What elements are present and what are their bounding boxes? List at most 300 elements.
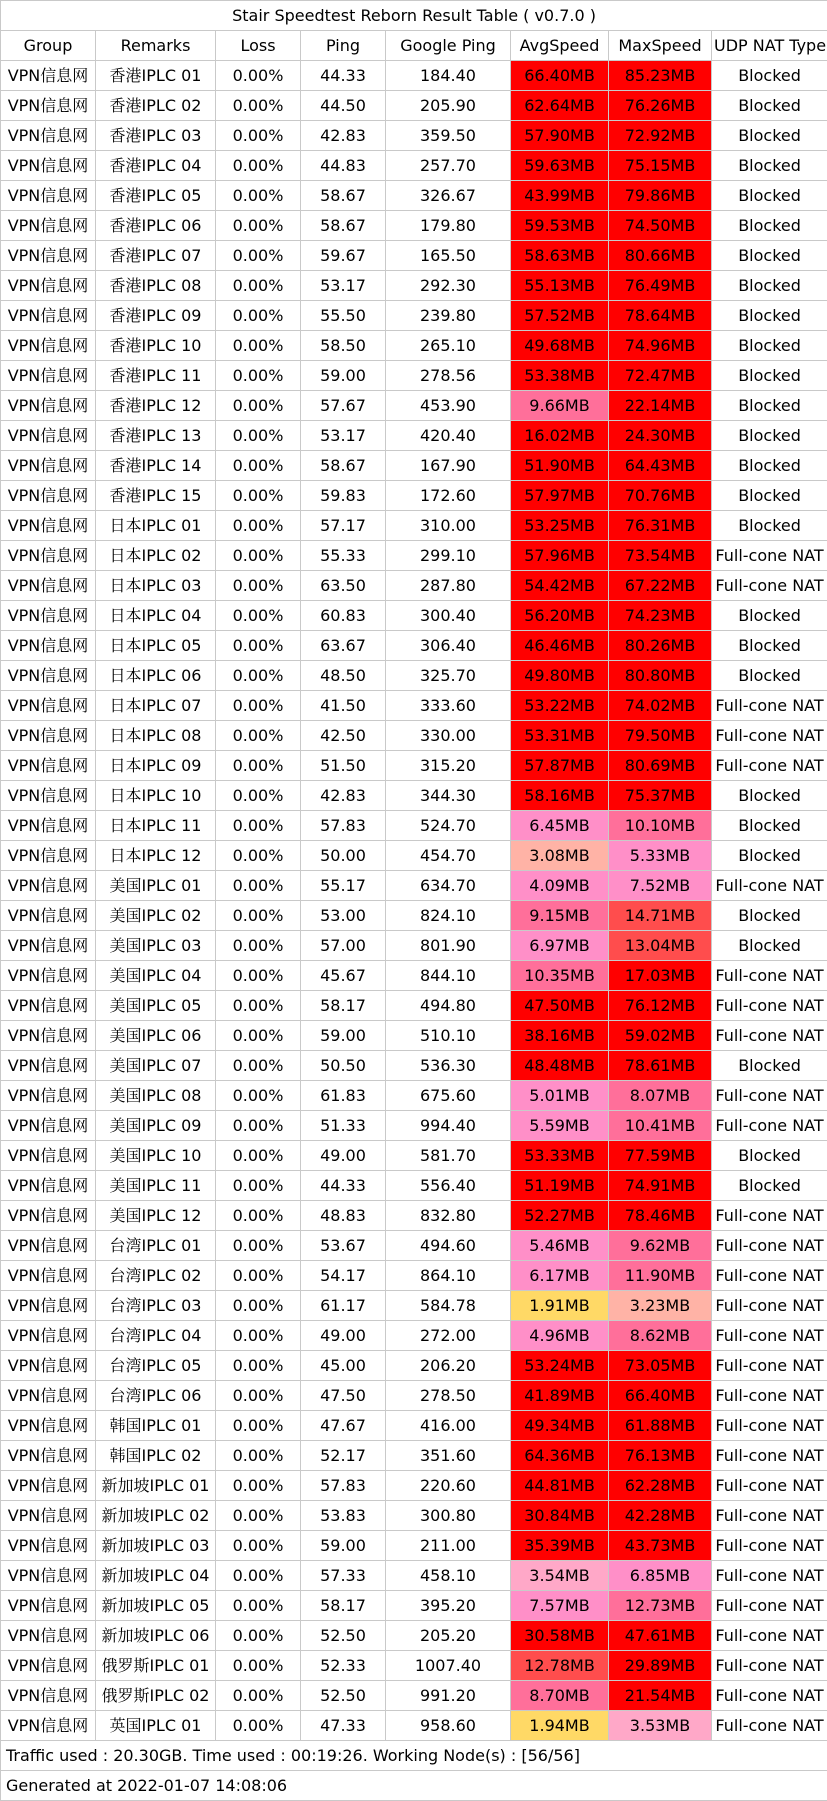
cell-group: VPN信息网: [1, 901, 96, 931]
cell-max-speed: 77.59MB: [609, 1141, 712, 1171]
cell-max-speed: 79.50MB: [609, 721, 712, 751]
table-row: [1, 601, 827, 631]
cell-avg-speed: 57.90MB: [511, 121, 609, 151]
cell-google-ping: 278.56: [386, 361, 511, 391]
cell-google-ping: 864.10: [386, 1261, 511, 1291]
cell-max-speed: 61.88MB: [609, 1411, 712, 1441]
cell-max-speed: 75.15MB: [609, 151, 712, 181]
cell-loss: 0.00%: [216, 1141, 301, 1171]
table-row: [1, 841, 827, 871]
cell-avg-speed: 53.22MB: [511, 691, 609, 721]
cell-google-ping: 257.70: [386, 151, 511, 181]
cell-avg-speed: 49.34MB: [511, 1411, 609, 1441]
table-row: [1, 241, 827, 271]
cell-udp-nat-type: Full-cone NAT: [712, 1561, 827, 1591]
cell-group: VPN信息网: [1, 1321, 96, 1351]
cell-remarks: 美国IPLC 07: [96, 1051, 216, 1081]
cell-google-ping: 524.70: [386, 811, 511, 841]
cell-group: VPN信息网: [1, 241, 96, 271]
cell-ping: 45.67: [301, 961, 386, 991]
cell-group: VPN信息网: [1, 1531, 96, 1561]
cell-group: VPN信息网: [1, 421, 96, 451]
cell-remarks: 香港IPLC 09: [96, 301, 216, 331]
footer-traffic: Traffic used : 20.30GB. Time used : 00:19:26. Working Node(s) : [56/56]: [1, 1741, 827, 1771]
table-row: [1, 91, 827, 121]
cell-remarks: 日本IPLC 06: [96, 661, 216, 691]
table-row: [1, 1021, 827, 1051]
cell-loss: 0.00%: [216, 1591, 301, 1621]
cell-udp-nat-type: Blocked: [712, 331, 827, 361]
table-row: [1, 1561, 827, 1591]
cell-group: VPN信息网: [1, 1141, 96, 1171]
cell-max-speed: 72.92MB: [609, 121, 712, 151]
cell-avg-speed: 53.24MB: [511, 1351, 609, 1381]
cell-max-speed: 10.10MB: [609, 811, 712, 841]
cell-ping: 44.33: [301, 1171, 386, 1201]
cell-udp-nat-type: Full-cone NAT: [712, 1111, 827, 1141]
cell-max-speed: 74.50MB: [609, 211, 712, 241]
cell-remarks: 日本IPLC 01: [96, 511, 216, 541]
cell-ping: 42.83: [301, 121, 386, 151]
cell-udp-nat-type: Full-cone NAT: [712, 1711, 827, 1741]
cell-google-ping: 556.40: [386, 1171, 511, 1201]
cell-ping: 59.00: [301, 1021, 386, 1051]
cell-avg-speed: 49.80MB: [511, 661, 609, 691]
cell-google-ping: 1007.40: [386, 1651, 511, 1681]
cell-udp-nat-type: Full-cone NAT: [712, 1681, 827, 1711]
cell-group: VPN信息网: [1, 1111, 96, 1141]
cell-max-speed: 21.54MB: [609, 1681, 712, 1711]
cell-google-ping: 453.90: [386, 391, 511, 421]
table-row: [1, 301, 827, 331]
cell-avg-speed: 56.20MB: [511, 601, 609, 631]
cell-remarks: 新加坡IPLC 06: [96, 1621, 216, 1651]
cell-udp-nat-type: Blocked: [712, 451, 827, 481]
cell-remarks: 新加坡IPLC 04: [96, 1561, 216, 1591]
cell-group: VPN信息网: [1, 601, 96, 631]
cell-google-ping: 167.90: [386, 451, 511, 481]
cell-avg-speed: 16.02MB: [511, 421, 609, 451]
cell-loss: 0.00%: [216, 361, 301, 391]
cell-max-speed: 14.71MB: [609, 901, 712, 931]
cell-udp-nat-type: Blocked: [712, 601, 827, 631]
cell-avg-speed: 44.81MB: [511, 1471, 609, 1501]
table-row: [1, 1051, 827, 1081]
cell-google-ping: 458.10: [386, 1561, 511, 1591]
table-row: [1, 511, 827, 541]
cell-google-ping: 310.00: [386, 511, 511, 541]
cell-max-speed: 24.30MB: [609, 421, 712, 451]
cell-google-ping: 991.20: [386, 1681, 511, 1711]
cell-max-speed: 78.46MB: [609, 1201, 712, 1231]
cell-remarks: 美国IPLC 09: [96, 1111, 216, 1141]
cell-ping: 60.83: [301, 601, 386, 631]
cell-loss: 0.00%: [216, 1201, 301, 1231]
cell-udp-nat-type: Blocked: [712, 421, 827, 451]
cell-remarks: 美国IPLC 08: [96, 1081, 216, 1111]
cell-google-ping: 330.00: [386, 721, 511, 751]
cell-group: VPN信息网: [1, 151, 96, 181]
cell-ping: 44.83: [301, 151, 386, 181]
cell-avg-speed: 57.96MB: [511, 541, 609, 571]
cell-google-ping: 416.00: [386, 1411, 511, 1441]
cell-remarks: 香港IPLC 14: [96, 451, 216, 481]
table-row: [1, 721, 827, 751]
cell-ping: 48.83: [301, 1201, 386, 1231]
cell-udp-nat-type: Full-cone NAT: [712, 721, 827, 751]
cell-loss: 0.00%: [216, 151, 301, 181]
cell-remarks: 香港IPLC 15: [96, 481, 216, 511]
cell-max-speed: 13.04MB: [609, 931, 712, 961]
cell-avg-speed: 51.19MB: [511, 1171, 609, 1201]
cell-max-speed: 76.12MB: [609, 991, 712, 1021]
cell-loss: 0.00%: [216, 1111, 301, 1141]
cell-remarks: 香港IPLC 01: [96, 61, 216, 91]
cell-loss: 0.00%: [216, 1561, 301, 1591]
cell-ping: 42.83: [301, 781, 386, 811]
cell-avg-speed: 6.97MB: [511, 931, 609, 961]
cell-remarks: 香港IPLC 04: [96, 151, 216, 181]
cell-max-speed: 11.90MB: [609, 1261, 712, 1291]
cell-avg-speed: 64.36MB: [511, 1441, 609, 1471]
table-row: [1, 451, 827, 481]
cell-remarks: 新加坡IPLC 03: [96, 1531, 216, 1561]
cell-max-speed: 72.47MB: [609, 361, 712, 391]
cell-ping: 52.50: [301, 1621, 386, 1651]
table-row: [1, 391, 827, 421]
cell-ping: 59.00: [301, 361, 386, 391]
table-row: [1, 481, 827, 511]
cell-google-ping: 220.60: [386, 1471, 511, 1501]
cell-google-ping: 994.40: [386, 1111, 511, 1141]
cell-group: VPN信息网: [1, 1021, 96, 1051]
table-row: [1, 1291, 827, 1321]
cell-remarks: 美国IPLC 03: [96, 931, 216, 961]
cell-udp-nat-type: Blocked: [712, 631, 827, 661]
cell-avg-speed: 53.38MB: [511, 361, 609, 391]
table-row: [1, 1351, 827, 1381]
cell-google-ping: 265.10: [386, 331, 511, 361]
cell-ping: 61.83: [301, 1081, 386, 1111]
cell-ping: 59.00: [301, 1531, 386, 1561]
cell-ping: 59.83: [301, 481, 386, 511]
cell-loss: 0.00%: [216, 241, 301, 271]
cell-udp-nat-type: Blocked: [712, 91, 827, 121]
table-row: [1, 361, 827, 391]
cell-group: VPN信息网: [1, 1261, 96, 1291]
cell-max-speed: 59.02MB: [609, 1021, 712, 1051]
cell-google-ping: 184.40: [386, 61, 511, 91]
cell-ping: 53.67: [301, 1231, 386, 1261]
cell-max-speed: 75.37MB: [609, 781, 712, 811]
cell-avg-speed: 53.31MB: [511, 721, 609, 751]
cell-udp-nat-type: Full-cone NAT: [712, 1201, 827, 1231]
cell-remarks: 日本IPLC 09: [96, 751, 216, 781]
cell-loss: 0.00%: [216, 1321, 301, 1351]
cell-avg-speed: 38.16MB: [511, 1021, 609, 1051]
table-row: [1, 181, 827, 211]
table-row: [1, 211, 827, 241]
cell-avg-speed: 8.70MB: [511, 1681, 609, 1711]
table-row: [1, 541, 827, 571]
cell-remarks: 美国IPLC 05: [96, 991, 216, 1021]
cell-max-speed: 62.28MB: [609, 1471, 712, 1501]
cell-loss: 0.00%: [216, 511, 301, 541]
cell-group: VPN信息网: [1, 121, 96, 151]
cell-remarks: 新加坡IPLC 05: [96, 1591, 216, 1621]
cell-max-speed: 76.13MB: [609, 1441, 712, 1471]
cell-max-speed: 47.61MB: [609, 1621, 712, 1651]
cell-google-ping: 292.30: [386, 271, 511, 301]
cell-google-ping: 584.78: [386, 1291, 511, 1321]
cell-google-ping: 206.20: [386, 1351, 511, 1381]
cell-remarks: 新加坡IPLC 02: [96, 1501, 216, 1531]
cell-udp-nat-type: Full-cone NAT: [712, 571, 827, 601]
cell-ping: 55.17: [301, 871, 386, 901]
cell-max-speed: 70.76MB: [609, 481, 712, 511]
cell-ping: 42.50: [301, 721, 386, 751]
cell-loss: 0.00%: [216, 1441, 301, 1471]
table-row: [1, 961, 827, 991]
cell-remarks: 台湾IPLC 01: [96, 1231, 216, 1261]
cell-remarks: 日本IPLC 04: [96, 601, 216, 631]
cell-google-ping: 205.90: [386, 91, 511, 121]
cell-group: VPN信息网: [1, 1441, 96, 1471]
cell-udp-nat-type: Blocked: [712, 361, 827, 391]
cell-google-ping: 179.80: [386, 211, 511, 241]
table-row: [1, 691, 827, 721]
cell-udp-nat-type: Blocked: [712, 1171, 827, 1201]
cell-udp-nat-type: Full-cone NAT: [712, 1291, 827, 1321]
cell-group: VPN信息网: [1, 961, 96, 991]
cell-avg-speed: 53.25MB: [511, 511, 609, 541]
cell-google-ping: 165.50: [386, 241, 511, 271]
header-avg-speed: AvgSpeed: [511, 31, 609, 61]
cell-loss: 0.00%: [216, 1471, 301, 1501]
cell-google-ping: 326.67: [386, 181, 511, 211]
cell-google-ping: 272.00: [386, 1321, 511, 1351]
table-row: [1, 1231, 827, 1261]
cell-loss: 0.00%: [216, 1081, 301, 1111]
cell-max-speed: 73.54MB: [609, 541, 712, 571]
cell-google-ping: 581.70: [386, 1141, 511, 1171]
cell-group: VPN信息网: [1, 721, 96, 751]
cell-remarks: 香港IPLC 03: [96, 121, 216, 151]
cell-loss: 0.00%: [216, 901, 301, 931]
cell-remarks: 新加坡IPLC 01: [96, 1471, 216, 1501]
cell-avg-speed: 30.84MB: [511, 1501, 609, 1531]
table-row: [1, 271, 827, 301]
footer-generated: Generated at 2022-01-07 14:08:06: [1, 1771, 827, 1801]
cell-max-speed: 74.96MB: [609, 331, 712, 361]
cell-max-speed: 85.23MB: [609, 61, 712, 91]
cell-group: VPN信息网: [1, 751, 96, 781]
cell-max-speed: 74.91MB: [609, 1171, 712, 1201]
cell-remarks: 俄罗斯IPLC 01: [96, 1651, 216, 1681]
cell-avg-speed: 62.64MB: [511, 91, 609, 121]
cell-loss: 0.00%: [216, 1261, 301, 1291]
cell-max-speed: 78.61MB: [609, 1051, 712, 1081]
cell-avg-speed: 59.53MB: [511, 211, 609, 241]
cell-max-speed: 64.43MB: [609, 451, 712, 481]
cell-ping: 51.33: [301, 1111, 386, 1141]
cell-loss: 0.00%: [216, 1651, 301, 1681]
cell-avg-speed: 46.46MB: [511, 631, 609, 661]
cell-google-ping: 239.80: [386, 301, 511, 331]
cell-loss: 0.00%: [216, 541, 301, 571]
cell-avg-speed: 3.54MB: [511, 1561, 609, 1591]
cell-remarks: 英国IPLC 01: [96, 1711, 216, 1741]
cell-remarks: 美国IPLC 06: [96, 1021, 216, 1051]
cell-max-speed: 74.23MB: [609, 601, 712, 631]
cell-google-ping: 300.80: [386, 1501, 511, 1531]
cell-group: VPN信息网: [1, 1591, 96, 1621]
cell-remarks: 日本IPLC 03: [96, 571, 216, 601]
cell-remarks: 香港IPLC 07: [96, 241, 216, 271]
cell-group: VPN信息网: [1, 181, 96, 211]
cell-max-speed: 9.62MB: [609, 1231, 712, 1261]
cell-udp-nat-type: Full-cone NAT: [712, 991, 827, 1021]
cell-group: VPN信息网: [1, 571, 96, 601]
table-row: [1, 1681, 827, 1711]
cell-avg-speed: 5.59MB: [511, 1111, 609, 1141]
cell-avg-speed: 57.52MB: [511, 301, 609, 331]
cell-loss: 0.00%: [216, 271, 301, 301]
cell-loss: 0.00%: [216, 721, 301, 751]
cell-google-ping: 958.60: [386, 1711, 511, 1741]
cell-remarks: 台湾IPLC 03: [96, 1291, 216, 1321]
cell-google-ping: 536.30: [386, 1051, 511, 1081]
cell-max-speed: 42.28MB: [609, 1501, 712, 1531]
cell-remarks: 日本IPLC 11: [96, 811, 216, 841]
cell-avg-speed: 58.63MB: [511, 241, 609, 271]
cell-udp-nat-type: Blocked: [712, 121, 827, 151]
cell-ping: 53.17: [301, 271, 386, 301]
cell-group: VPN信息网: [1, 1501, 96, 1531]
cell-remarks: 韩国IPLC 02: [96, 1441, 216, 1471]
cell-group: VPN信息网: [1, 1381, 96, 1411]
cell-ping: 53.83: [301, 1501, 386, 1531]
cell-remarks: 日本IPLC 05: [96, 631, 216, 661]
cell-loss: 0.00%: [216, 1171, 301, 1201]
cell-ping: 58.67: [301, 181, 386, 211]
cell-udp-nat-type: Blocked: [712, 241, 827, 271]
table-row: [1, 1441, 827, 1471]
cell-ping: 55.50: [301, 301, 386, 331]
cell-group: VPN信息网: [1, 631, 96, 661]
cell-google-ping: 344.30: [386, 781, 511, 811]
cell-google-ping: 801.90: [386, 931, 511, 961]
cell-udp-nat-type: Full-cone NAT: [712, 1231, 827, 1261]
cell-google-ping: 300.40: [386, 601, 511, 631]
cell-google-ping: 494.80: [386, 991, 511, 1021]
cell-loss: 0.00%: [216, 121, 301, 151]
cell-udp-nat-type: Blocked: [712, 151, 827, 181]
table-row: [1, 1531, 827, 1561]
cell-max-speed: 10.41MB: [609, 1111, 712, 1141]
cell-udp-nat-type: Blocked: [712, 1051, 827, 1081]
cell-avg-speed: 66.40MB: [511, 61, 609, 91]
cell-loss: 0.00%: [216, 841, 301, 871]
cell-max-speed: 6.85MB: [609, 1561, 712, 1591]
cell-loss: 0.00%: [216, 781, 301, 811]
cell-loss: 0.00%: [216, 691, 301, 721]
cell-max-speed: 67.22MB: [609, 571, 712, 601]
cell-remarks: 日本IPLC 10: [96, 781, 216, 811]
cell-avg-speed: 51.90MB: [511, 451, 609, 481]
cell-group: VPN信息网: [1, 541, 96, 571]
cell-udp-nat-type: Blocked: [712, 271, 827, 301]
cell-google-ping: 205.20: [386, 1621, 511, 1651]
cell-loss: 0.00%: [216, 481, 301, 511]
cell-loss: 0.00%: [216, 1051, 301, 1081]
cell-avg-speed: 9.66MB: [511, 391, 609, 421]
cell-remarks: 台湾IPLC 02: [96, 1261, 216, 1291]
cell-remarks: 香港IPLC 12: [96, 391, 216, 421]
table-row: [1, 151, 827, 181]
cell-group: VPN信息网: [1, 1351, 96, 1381]
cell-loss: 0.00%: [216, 871, 301, 901]
table-row: [1, 1651, 827, 1681]
cell-remarks: 香港IPLC 11: [96, 361, 216, 391]
cell-avg-speed: 6.17MB: [511, 1261, 609, 1291]
cell-google-ping: 306.40: [386, 631, 511, 661]
cell-udp-nat-type: Full-cone NAT: [712, 1531, 827, 1561]
cell-loss: 0.00%: [216, 751, 301, 781]
cell-ping: 61.17: [301, 1291, 386, 1321]
cell-ping: 49.00: [301, 1321, 386, 1351]
cell-udp-nat-type: Blocked: [712, 931, 827, 961]
cell-google-ping: 634.70: [386, 871, 511, 901]
cell-ping: 41.50: [301, 691, 386, 721]
table-row: [1, 1621, 827, 1651]
cell-remarks: 香港IPLC 02: [96, 91, 216, 121]
cell-max-speed: 76.49MB: [609, 271, 712, 301]
cell-udp-nat-type: Blocked: [712, 61, 827, 91]
cell-max-speed: 76.26MB: [609, 91, 712, 121]
cell-udp-nat-type: Full-cone NAT: [712, 1621, 827, 1651]
cell-udp-nat-type: Blocked: [712, 781, 827, 811]
cell-ping: 47.33: [301, 1711, 386, 1741]
cell-ping: 58.67: [301, 451, 386, 481]
cell-loss: 0.00%: [216, 391, 301, 421]
cell-avg-speed: 1.91MB: [511, 1291, 609, 1321]
cell-udp-nat-type: Full-cone NAT: [712, 1591, 827, 1621]
cell-udp-nat-type: Blocked: [712, 811, 827, 841]
cell-avg-speed: 48.48MB: [511, 1051, 609, 1081]
cell-udp-nat-type: Full-cone NAT: [712, 1021, 827, 1051]
cell-avg-speed: 5.01MB: [511, 1081, 609, 1111]
cell-ping: 58.17: [301, 991, 386, 1021]
cell-google-ping: 494.60: [386, 1231, 511, 1261]
cell-max-speed: 5.33MB: [609, 841, 712, 871]
cell-loss: 0.00%: [216, 1621, 301, 1651]
cell-google-ping: 333.60: [386, 691, 511, 721]
cell-avg-speed: 10.35MB: [511, 961, 609, 991]
cell-ping: 45.00: [301, 1351, 386, 1381]
cell-loss: 0.00%: [216, 811, 301, 841]
cell-remarks: 台湾IPLC 05: [96, 1351, 216, 1381]
cell-loss: 0.00%: [216, 1231, 301, 1261]
cell-google-ping: 454.70: [386, 841, 511, 871]
cell-avg-speed: 3.08MB: [511, 841, 609, 871]
cell-group: VPN信息网: [1, 61, 96, 91]
cell-group: VPN信息网: [1, 931, 96, 961]
cell-loss: 0.00%: [216, 601, 301, 631]
cell-remarks: 俄罗斯IPLC 02: [96, 1681, 216, 1711]
cell-group: VPN信息网: [1, 271, 96, 301]
cell-ping: 57.83: [301, 811, 386, 841]
